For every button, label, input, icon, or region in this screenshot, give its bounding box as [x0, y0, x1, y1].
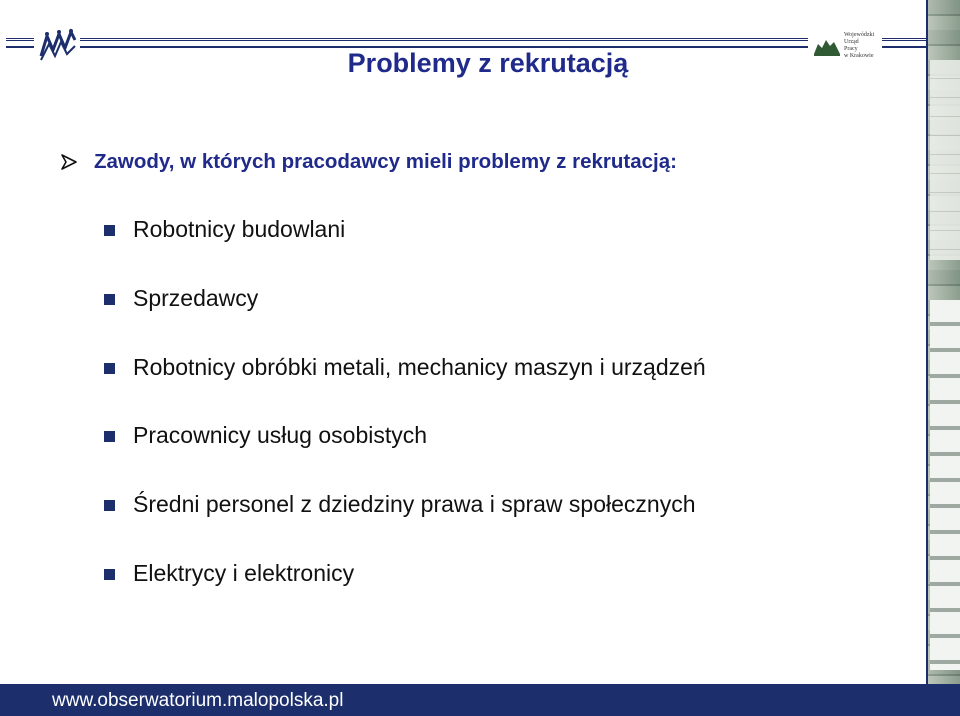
header-rule-left [6, 38, 34, 48]
list-item-text: Średni personel z dziedziny prawa i spraw społecznych [133, 491, 696, 518]
side-photo-border [926, 0, 928, 684]
arrowhead-bullet-icon [60, 153, 78, 171]
list-item [104, 216, 706, 285]
square-bullet-icon [104, 431, 115, 442]
footer-bar [0, 684, 960, 716]
list-item-text: Sprzedawcy [133, 284, 259, 311]
side-photo-paper [930, 60, 960, 260]
header-rule-right [882, 38, 926, 48]
list-item-text: Robotnicy budowlani [133, 216, 346, 242]
list-item [104, 491, 706, 560]
square-bullet-icon [104, 569, 115, 580]
wup-logo-text: Wojewódzki Urząd Pracy w Krakowie [844, 32, 875, 59]
list-item [104, 560, 706, 629]
list-item [104, 354, 706, 423]
list-item [104, 285, 706, 354]
square-bullet-icon [104, 363, 115, 374]
list-item [104, 422, 706, 491]
slide-title: Problemy z rekrutacją [347, 48, 629, 78]
list-item-text: Pracownicy usług osobistych [133, 422, 428, 449]
lead-text: Zawody, w których pracodawcy mieli problemy z rekrutacją: [94, 150, 677, 173]
lead-line [60, 150, 677, 174]
square-bullet-icon [104, 500, 115, 511]
side-photo-keyboard [930, 300, 960, 670]
occupation-list [104, 216, 706, 629]
footer-url-link[interactable]: www.obserwatorium.malopolska.pl [52, 690, 344, 711]
side-photo-strip [926, 0, 960, 684]
square-bullet-icon [104, 225, 115, 236]
header-rule-middle [80, 38, 808, 48]
list-item-text: Robotnicy obróbki metali, mechanicy maszyn i urządzeń [133, 353, 706, 380]
square-bullet-icon [104, 294, 115, 305]
list-item-text: Elektrycy i elektronicy [133, 559, 355, 586]
